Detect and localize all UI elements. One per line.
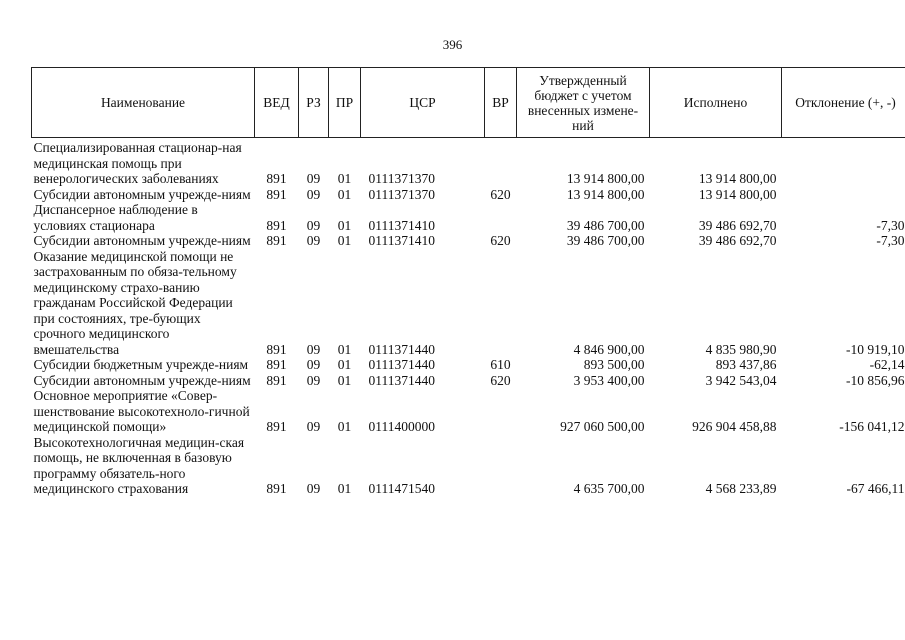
budget-execution-table <box>31 67 905 497</box>
table-header-row <box>32 68 905 138</box>
row-csr: 0111371370 <box>368 186 435 202</box>
row-vr <box>485 202 517 233</box>
row-csr: 0111371410 <box>368 217 435 233</box>
row-rz: 09 <box>306 171 321 186</box>
row-csr: 0111371440 <box>368 357 435 372</box>
row-rz: 09 <box>306 217 321 233</box>
row-vr: 620 <box>490 372 511 388</box>
row-pr: 01 <box>337 233 352 248</box>
row-approved: 13 914 800,00 <box>566 171 645 186</box>
header-executed: Исполнено <box>650 68 782 138</box>
row-approved: 39 486 700,00 <box>566 217 645 233</box>
table-row <box>32 202 905 233</box>
table-row <box>32 233 905 249</box>
row-deviation: -156 041,12 <box>839 419 905 434</box>
header-rz: РЗ <box>299 68 329 138</box>
row-executed: 39 486 692,70 <box>698 233 777 248</box>
row-csr: 0111371440 <box>368 341 435 357</box>
row-deviation: -62,14 <box>869 357 905 372</box>
table-row <box>32 388 905 435</box>
row-ved: 891 <box>266 217 287 233</box>
row-approved: 3 953 400,00 <box>573 372 645 388</box>
table-row <box>32 373 905 389</box>
header-pr: ПР <box>329 68 361 138</box>
row-pr: 01 <box>337 341 352 357</box>
page-number: 396 <box>442 37 463 52</box>
row-name: Субсидии автономным учрежде-ниям <box>33 372 251 388</box>
table-row <box>32 249 905 358</box>
row-deviation: -7,30 <box>876 217 905 233</box>
row-vr: 620 <box>490 233 511 248</box>
row-vr <box>485 435 517 497</box>
row-name: Высокотехнологичная медицин-ская помощь, не включенная в базовую программу обязатель-ного медицинского страхования <box>33 434 245 496</box>
row-pr: 01 <box>337 419 352 434</box>
row-csr: 0111371410 <box>368 233 435 248</box>
header-approved: Утвержденный бюджет с учетом внесенных измене-ний <box>517 68 650 138</box>
row-pr: 01 <box>337 217 352 233</box>
table-row <box>32 435 905 497</box>
row-executed: 893 437,86 <box>715 357 777 372</box>
row-name: Специализированная стационар-ная медицинская помощь при венерологических заболеваниях <box>33 140 242 186</box>
row-executed: 13 914 800,00 <box>698 186 777 202</box>
row-rz: 09 <box>306 233 321 248</box>
row-csr: 0111371370 <box>368 171 435 186</box>
row-ved: 891 <box>266 341 287 357</box>
row-pr: 01 <box>337 357 352 372</box>
header-deviation: Отклонение (+, -) <box>782 68 905 138</box>
table-row <box>32 187 905 203</box>
row-rz: 09 <box>306 341 321 357</box>
row-approved: 927 060 500,00 <box>560 419 645 434</box>
row-vr: 610 <box>490 357 511 372</box>
row-deviation <box>782 187 905 203</box>
row-pr: 01 <box>337 372 352 388</box>
row-executed: 39 486 692,70 <box>698 217 777 233</box>
row-approved: 13 914 800,00 <box>566 186 645 202</box>
row-executed: 4 835 980,90 <box>705 341 777 357</box>
row-rz: 09 <box>306 186 321 202</box>
row-executed: 13 914 800,00 <box>698 171 777 186</box>
table-row <box>32 357 905 373</box>
row-ved: 891 <box>266 186 287 202</box>
row-vr <box>485 388 517 435</box>
header-csr: ЦСР <box>361 68 485 138</box>
row-deviation: -10 856,96 <box>846 372 905 388</box>
row-name: Основное мероприятие «Совер-шенствование высокотехноло-гичной медицинской помощи» <box>33 388 250 434</box>
row-csr: 0111371440 <box>368 372 435 388</box>
row-approved: 39 486 700,00 <box>566 233 645 248</box>
row-ved: 891 <box>266 357 287 372</box>
row-executed: 3 942 543,04 <box>705 372 777 388</box>
row-pr: 01 <box>337 186 352 202</box>
row-rz: 09 <box>306 419 321 434</box>
row-rz: 09 <box>306 481 321 496</box>
row-executed: 4 568 233,89 <box>705 481 777 496</box>
row-ved: 891 <box>266 372 287 388</box>
row-deviation: -7,30 <box>876 233 905 248</box>
row-pr: 01 <box>337 171 352 186</box>
row-pr: 01 <box>337 481 352 496</box>
header-vr: ВР <box>485 68 517 138</box>
row-vr <box>485 249 517 358</box>
row-name: Субсидии автономным учрежде-ниям <box>33 186 251 202</box>
row-deviation: -10 919,10 <box>846 341 905 357</box>
row-csr: 0111471540 <box>368 481 435 496</box>
row-approved: 4 635 700,00 <box>573 481 645 496</box>
header-ved: ВЕД <box>255 68 299 138</box>
row-deviation <box>782 138 905 187</box>
row-ved: 891 <box>266 171 287 186</box>
row-rz: 09 <box>306 372 321 388</box>
header-name: Наименование <box>32 68 255 138</box>
row-name: Субсидии бюджетным учрежде-ниям <box>33 357 249 372</box>
row-approved: 893 500,00 <box>583 357 645 372</box>
row-vr: 620 <box>490 186 511 202</box>
row-ved: 891 <box>266 481 287 496</box>
row-ved: 891 <box>266 233 287 248</box>
row-executed: 926 904 458,88 <box>692 419 777 434</box>
table-row <box>32 138 905 187</box>
row-csr: 0111400000 <box>368 419 435 434</box>
row-name: Оказание медицинской помощи не застрахованным по обяза-тельному медицинскому страхо-ванию гражданам Российской Федерации при состояниях, тре-бующих срочного медицинского вмешательства <box>33 248 237 357</box>
row-ved: 891 <box>266 419 287 434</box>
row-name: Диспансерное наблюдение в условиях стационара <box>33 202 198 233</box>
row-rz: 09 <box>306 357 321 372</box>
row-deviation: -67 466,11 <box>846 481 905 496</box>
row-vr <box>485 138 517 187</box>
row-approved: 4 846 900,00 <box>573 341 645 357</box>
row-name: Субсидии автономным учрежде-ниям <box>33 233 251 248</box>
